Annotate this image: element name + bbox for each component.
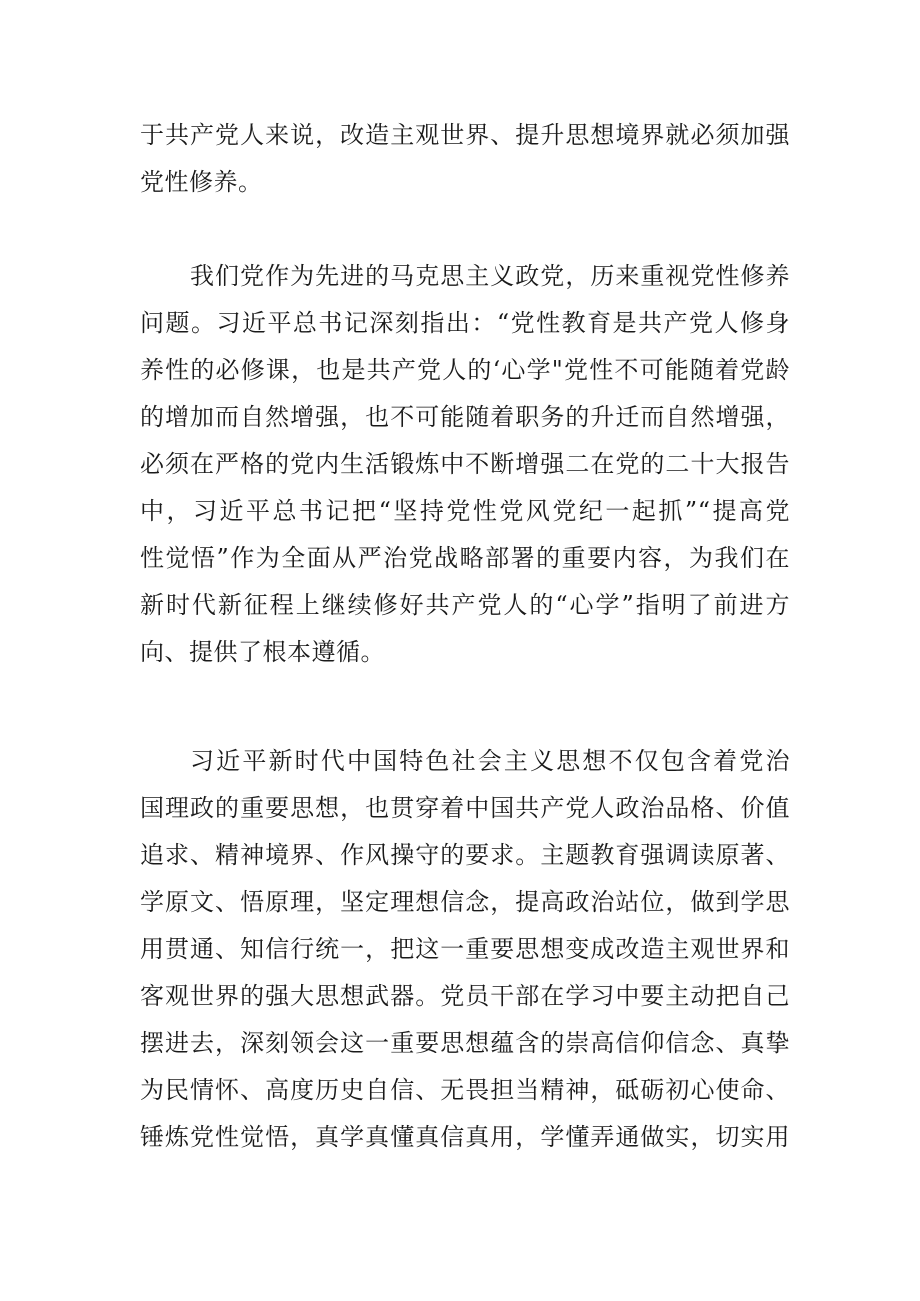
paragraph-2 (140, 253, 790, 676)
text-line: 养性的必修课，也是共产党人的‘心学"党性不可能随着党龄 (140, 356, 790, 384)
text-line: 追求、精神境界、作风操守的要求。主题教育强调读原著、 (140, 841, 790, 869)
paragraph-3 (140, 738, 790, 1161)
paragraph-1 (140, 112, 790, 206)
text-line: 国理政的重要思想，也贯穿着中国共产党人政治品格、价值 (140, 794, 790, 822)
text-line: 我们党作为先进的马克思主义政党，历来重视党性修养 (190, 262, 790, 290)
text-line: 习近平新时代中国特色社会主义思想不仅包含着党治 (190, 747, 790, 775)
text-line: 性觉悟”作为全面从严治党战略部署的重要内容，为我们在 (140, 544, 790, 572)
text-line: 学原文、悟原理，坚定理想信念，提高政治站位，做到学思 (140, 888, 790, 916)
text-line: 为民情怀、高度历史自信、无畏担当精神，砥砺初心使命、 (140, 1076, 790, 1104)
text-line: 锤炼党性觉悟，真学真懂真信真用，学懂弄通做实，切实用 (140, 1123, 790, 1151)
text-line: 于共产党人来说，改造主观世界、提升思想境界就必须加强 (140, 121, 790, 149)
text-line: 的增加而自然增强，也不可能随着职务的升迁而自然增强， (140, 403, 790, 431)
text-line: 客观世界的强大思想武器。党员干部在学习中要主动把自己 (140, 982, 790, 1010)
text-line: 向、提供了根本遵循。 (140, 638, 385, 666)
text-line: 问题。习近平总书记深刻指出：“党性教育是共产党人修身 (140, 309, 790, 337)
text-line: 必须在严格的党内生活锻炼中不断增强二在党的二十大报告 (140, 450, 790, 478)
text-line: 用贯通、知信行统一，把这一重要思想变成改造主观世界和 (140, 935, 790, 963)
text-line: 摆进去，深刻领会这一重要思想蕴含的崇高信仰信念、真挚 (140, 1029, 790, 1057)
text-line: 党性修养。 (140, 168, 263, 196)
text-line: 中，习近平总书记把“坚持党性党风党纪一起抓”“提高党 (140, 497, 790, 525)
text-line: 新时代新征程上继续修好共产党人的“心学”指明了前进方 (140, 591, 790, 619)
